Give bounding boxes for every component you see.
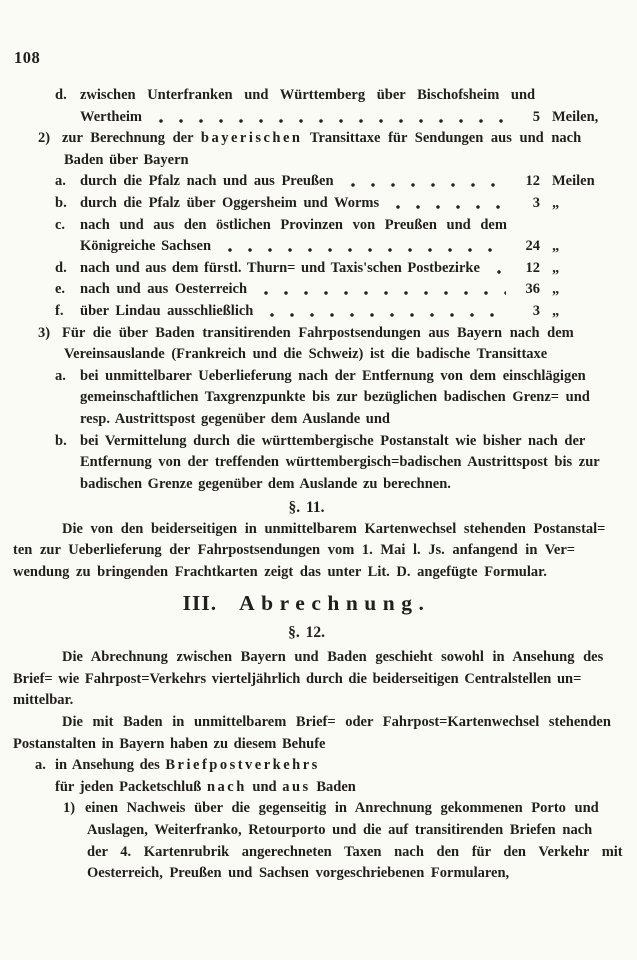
entry-3a-label: a.	[55, 367, 66, 384]
entry-3b-cont1	[0, 452, 637, 474]
par12a-line2	[0, 669, 637, 691]
par12b-line2-text: Postanstalten in Bayern haben zu diesem Behufe	[13, 735, 326, 752]
entry-num1-cont1	[0, 820, 637, 842]
entry-2	[0, 128, 637, 150]
par11-line2	[0, 540, 637, 562]
entry-2c-label: c.	[55, 216, 66, 233]
entry-3-label: 3)	[38, 324, 51, 341]
par12a-line1	[0, 647, 637, 669]
page-number: 108	[14, 48, 41, 67]
entry-2f-label: f.	[55, 302, 64, 319]
entry-3-text: Für die über Baden transitirenden Fahrpostsendungen aus Bayern nach dem	[62, 324, 574, 341]
entry-num1-cont3-text: Oesterreich, Preußen und Sachsen vorgeschriebenen Formularen,	[87, 865, 510, 882]
entry-2e-value: 36	[525, 281, 540, 298]
entry-2a-text: durch die Pfalz nach und aus Preußen	[80, 173, 334, 190]
entry-2c-leader-text: Königreiche Sachsen	[80, 238, 212, 255]
entry-2b-text: durch die Pfalz über Oggersheim und Worms	[80, 194, 380, 211]
entry-2a-value: 12	[525, 173, 540, 190]
entry-3a-cont1-text: gemeinschaftlichen Taxgrenzpunkte bis zur bezüglichen badischen Grenz= und	[80, 389, 590, 406]
par12a-line3-text: mittelbar.	[13, 692, 74, 709]
heading-section-iii-text: III. Abrechnung.	[182, 590, 431, 615]
dot-leader	[259, 301, 506, 323]
heading-section-iii	[0, 590, 637, 617]
entry-2c-text: nach und aus den östlichen Provinzen von Preußen und dem	[80, 216, 507, 233]
par11-line3-text: wendung zu bringenden Frachtkarten zeigt das unter Lit. D. angefügte Formular.	[13, 564, 547, 581]
entry-2f-unit: „	[552, 302, 560, 319]
entry-1d-label: d.	[55, 87, 67, 103]
dot-leader	[385, 193, 506, 215]
entry-2a-unit: Meilen	[552, 173, 595, 190]
entry-3b-cont1-text: Entfernung von der treffenden württembergisch=badischen Austrittspost bis zur	[80, 454, 600, 471]
entry-3b-cont2-text: badischen Grenze gegenüber dem Auslande zu berechnen.	[80, 475, 451, 492]
entry-3-cont-text: Vereinsauslande (Frankreich und die Schweiz) ist die badische Transittaxe	[64, 346, 548, 363]
entry-3a-cont2	[0, 409, 637, 431]
entry-2-cont-text: Baden über Bayern	[64, 151, 189, 168]
entry-3a-text: bei unmittelbarer Ueberlieferung nach der Entfernung von dem einschlägigen	[80, 367, 586, 384]
par12a-line1-text: Die Abrechnung zwischen Bayern und Baden geschieht sowohl in Ansehung des	[62, 649, 604, 666]
entry-2-cont	[0, 150, 637, 172]
entry-3b	[0, 431, 637, 453]
dot-leader	[148, 107, 506, 129]
dot-leader	[340, 171, 506, 193]
dot-leader	[217, 236, 506, 258]
entry-2d-value: 12	[525, 259, 540, 276]
entry-2e-label: e.	[55, 281, 66, 298]
heading-par-11-text: §. 11.	[288, 499, 325, 517]
par11-line3	[0, 562, 637, 584]
entry-3-cont	[0, 344, 637, 366]
entry-2b-value: 3	[532, 194, 540, 211]
entry-2d-label: d.	[55, 259, 67, 276]
entry-3a-cont2-text: resp. Austrittspost gegenüber dem Auslande und	[80, 410, 390, 427]
entry-num1-cont3	[0, 863, 637, 885]
par12a-line3	[0, 690, 637, 712]
entry-2c-leader-unit: „	[552, 238, 560, 255]
par12b-line1-text: Die mit Baden in unmittelbarem Brief= oder Fahrpost=Kartenwechsel stehenden	[62, 714, 611, 731]
entry-num1-text: einen Nachweis über die gegenseitig in Anrechnung gekommenen Porto und	[85, 800, 599, 817]
entry-1d-leader-value: 5	[532, 108, 540, 125]
entry-num1-cont2	[0, 842, 637, 864]
dot-leader	[253, 279, 506, 301]
par12a-line2-text: Brief= wie Fahrpost=Verkehrs vierteljährlich durch die beiderseitigen Centralstellen un=	[13, 670, 582, 687]
entry-2f-value: 3	[532, 302, 540, 319]
entry-2d-text: nach und aus dem fürstl. Thurn= und Taxis'schen Postbezirke	[80, 259, 480, 276]
par11-line2-text: ten zur Ueberlieferung der Fahrpostsendungen vom 1. Mai l. Js. anfangend in Ver=	[13, 542, 576, 559]
entry-num1-cont1-text: Auslagen, Weiterfranko, Retourporto und die auf transitirenden Briefen nach	[87, 822, 593, 838]
entry-2b	[0, 193, 637, 215]
entry-2c	[0, 215, 637, 237]
document-lines	[0, 85, 637, 885]
entry-2f	[0, 301, 637, 323]
entry-num1-label: 1)	[63, 800, 76, 817]
entry-3	[0, 323, 637, 345]
entry-3b-cont2	[0, 474, 637, 496]
entry-num1-cont2-text: der 4. Kartenrubrik angerechneten Taxen nach den für den Verkehr mit	[87, 843, 623, 860]
par11-line1	[0, 519, 637, 541]
entry-1d-text: zwischen Unterfranken und Württemberg über Bischofsheim und	[80, 87, 536, 103]
entry-2e	[0, 279, 637, 301]
entry-3b-text: bei Vermittelung durch die württembergische Postanstalt wie bisher nach der	[80, 432, 586, 449]
par12b-line1	[0, 712, 637, 734]
entry-2c-leader	[0, 236, 637, 258]
entry-2-label: 2)	[38, 130, 51, 147]
entry-2e-unit: „	[552, 281, 560, 298]
entry-1d-leader-unit: Meilen,	[552, 108, 599, 125]
entry-2a	[0, 171, 637, 193]
entry-2f-text: über Lindau ausschließlich	[80, 302, 254, 319]
entry-a-text: in Ansehung des Briefpostverkehrs	[55, 757, 320, 774]
entry-2-text: zur Berechnung der bayerischen Transittaxe für Sendungen aus und nach	[62, 130, 582, 147]
heading-par-12-text: §. 12.	[288, 623, 325, 641]
entry-2d-unit: „	[552, 259, 560, 276]
par12b-line2	[0, 734, 637, 756]
entry-2e-text: nach und aus Oesterreich	[80, 281, 248, 298]
entry-a-cont	[0, 777, 637, 799]
entry-3a-cont1	[0, 387, 637, 409]
entry-1d-leader-text: Wertheim	[80, 108, 143, 125]
entry-a-label: a.	[35, 757, 46, 774]
entry-a	[0, 755, 637, 777]
entry-2b-label: b.	[55, 194, 67, 211]
entry-1d	[0, 85, 637, 107]
entry-2b-unit: „	[552, 194, 560, 211]
entry-2a-label: a.	[55, 173, 66, 190]
par11-line1-text: Die von den beiderseitigen in unmittelbarem Kartenwechsel stehenden Postanstal=	[62, 520, 606, 537]
entry-num1	[0, 798, 637, 820]
entry-2d	[0, 258, 637, 280]
dot-leader	[486, 258, 506, 280]
entry-a-cont-text: für jeden Packetschluß nach und aus Baden	[55, 778, 356, 795]
entry-3b-label: b.	[55, 432, 67, 449]
entry-3a	[0, 366, 637, 388]
heading-par-11	[0, 497, 637, 519]
entry-2c-leader-value: 24	[525, 238, 540, 255]
entry-1d-leader	[0, 107, 637, 129]
heading-par-12	[0, 622, 637, 644]
